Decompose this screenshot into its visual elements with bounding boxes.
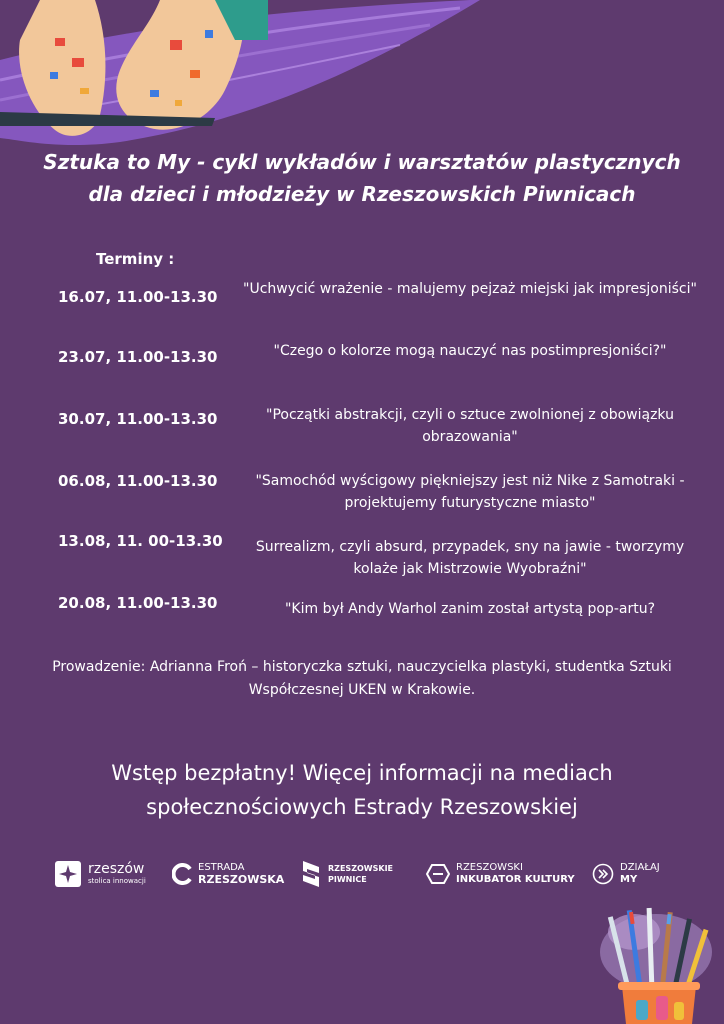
session-topic: "Uchwycić wrażenie - malujemy pejzaż miejski jak impresjoniści" [243,281,697,297]
inkubator-logo-line2: INKUBATOR KULTURY [456,874,575,885]
piwnice-logo-line1: RZESZOWSKIE [328,864,394,873]
estrada-logo [172,852,284,896]
session-date: 13.08, 11. 00-13.30 [58,532,223,550]
rzeszow-logo-sub: stolica innowacji [88,877,146,885]
inkubator-logo [426,852,575,896]
session-topic: "Początki abstrakcji, czyli o sztuce zwolnionej z obowiązku obrazowania" [266,407,674,445]
dzialaj-logo [592,852,660,896]
session-date: 20.08, 11.00-13.30 [58,594,218,612]
estrada-logo-line1: ESTRADA [198,862,245,873]
session-topic: "Czego o kolorze mogą nauczyć nas postimpresjoniści?" [273,343,667,359]
session-date: 06.08, 11.00-13.30 [58,472,218,490]
inkubator-hexagon-icon [426,863,450,885]
partner-logos [50,852,690,896]
piwnice-mark-icon [300,858,322,890]
dzialaj-logo-line2: MY [620,874,638,885]
dzialaj-logo-line1: DZIAŁAJ [620,862,660,873]
schedule-label: Terminy : [96,250,175,268]
session-topic: Surrealizm, czyli absurd, przypadek, sny na jawie - tworzymy kolaże jak Mistrzowie Wyobraźni" [255,539,685,577]
hands-brush-illustration [0,0,724,150]
inkubator-logo-line1: RZESZOWSKI [456,862,523,873]
paintbrushes-jar-illustration [594,904,724,1024]
page-title: Sztuka to My - cykl wykładów i warsztatów plastycznych dla dzieci i młodzieży w Rzeszowskich Piwnicach [43,150,681,206]
dzialaj-play-icon [592,863,614,885]
rzeszow-logo [54,852,146,896]
session-date: 30.07, 11.00-13.30 [58,410,218,428]
session-date: 23.07, 11.00-13.30 [58,348,218,366]
session-date: 16.07, 11.00-13.30 [58,288,218,306]
rzeszow-star-icon [54,860,82,888]
piwnice-logo [300,852,393,896]
free-entry-notice: Wstęp bezpłatny! Więcej informacji na mediach społecznościowych Estrady Rzeszowskiej [111,761,613,819]
session-topic: "Kim był Andy Warhol zanim został artystą pop-artu? [284,601,655,617]
instructor-info: Prowadzenie: Adrianna Froń – historyczka sztuki, nauczycielka plastyki, studentka Sztuki Współczesnej UKEN w Krakowie. [52,659,672,698]
session-topic: "Samochód wyścigowy piękniejszy jest niż Nike z Samotraki - projektujemy futurystyczne miasto" [255,473,685,511]
estrada-mark-icon [172,863,192,885]
estrada-logo-line2: RZESZOWSKA [198,873,285,886]
rzeszow-logo-main: rzeszów [88,861,145,877]
piwnice-logo-line2: PIWNICE [328,875,367,884]
